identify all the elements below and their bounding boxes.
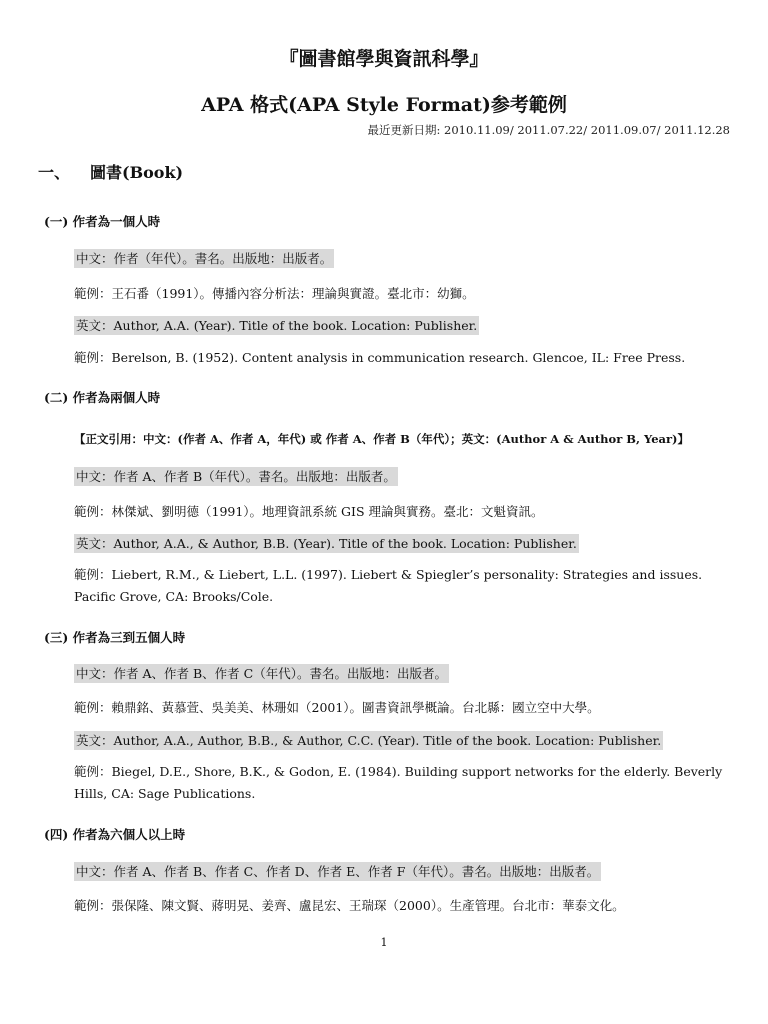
zh-format-two: 中文：作者 A、作者 B（年代）。書名。出版地：出版者。 [76,469,396,484]
zh-format-six: 中文：作者 A、作者 B、作者 C、作者 D、作者 E、作者 F（年代）。書名。出版地：出版者。 [76,864,600,879]
en-example-two: 範例：Liebert, R.M., & Liebert, L.L. (1997). Liebert & Spiegler’s personality: Strategies and issues. Pacific Grove, CA: Brooks/Cole. [74,567,703,604]
en-example-three: 範例：Biegel, D.E., Shore, B.K., & Godon, E. (1984). Building support networks for the elderly. Beverly Hills, CA: Sage Publications. [74,764,723,801]
en-example-single: 範例：Berelson, B. (1952). Content analysis in communication research. Glencoe, IL: Free Press. [74,350,686,365]
subheading-two-authors: (二) 作者為兩個人時 [44,390,161,405]
en-format-three: 英文：Author, A.A., Author, B.B., & Author, C.C. (Year). Title of the book. Location: Publisher. [76,733,662,748]
zh-example-two: 範例：林傑斌、劉明德（1991）。地理資訊系統 GIS 理論與實務。臺北：文魁資訊。 [74,504,544,519]
subheading-three-to-five-authors: (三) 作者為三到五個人時 [44,630,186,645]
subheading-six-plus-authors: (四) 作者為六個人以上時 [44,827,186,842]
page-number: 1 [380,936,388,949]
subheading-single-author: (一) 作者為一個人時 [44,214,161,229]
citation-two-authors: 【正文引用：中文：(作者 A、作者 A，年代) 或 作者 A、作者 B（年代）；英文：(Author A & Author B, Year)】 [74,432,689,446]
zh-example-three: 範例：賴鼎銘、黃慕萱、吳美美、林珊如（2001）。圖書資訊學概論。台北縣：國立空中大學。 [74,700,600,715]
document-title: 『圖書館學與資訊科學』 [279,48,489,70]
en-format-two: 英文：Author, A.A., & Author, B.B. (Year). Title of the book. Location: Publisher. [76,536,577,551]
zh-format-three: 中文：作者 A、作者 B、作者 C（年代）。書名。出版地：出版者。 [76,666,447,681]
zh-format-single: 中文：作者（年代）。書名。出版地：出版者。 [76,251,333,266]
zh-example-single: 範例：王石番（1991）。傳播內容分析法：理論與實證。臺北市：幼獅。 [74,286,475,301]
section-number: 一、 [38,163,71,182]
zh-example-six: 範例：張保隆、陳文賢、蔣明晃、姜齊、盧昆宏、王瑞琛（2000）。生產管理。台北市：華泰文化。 [74,898,625,913]
section-title: 圖書(Book) [90,163,184,182]
en-format-single: 英文：Author, A.A. (Year). Title of the book. Location: Publisher. [76,318,478,333]
section-heading-book [38,160,183,183]
last-updated: 最近更新日期: 2010.11.09/ 2011.07.22/ 2011.09.07/ 2011.12.28 [367,123,730,137]
document-subtitle: APA 格式(APA Style Format)参考範例 [201,94,567,116]
